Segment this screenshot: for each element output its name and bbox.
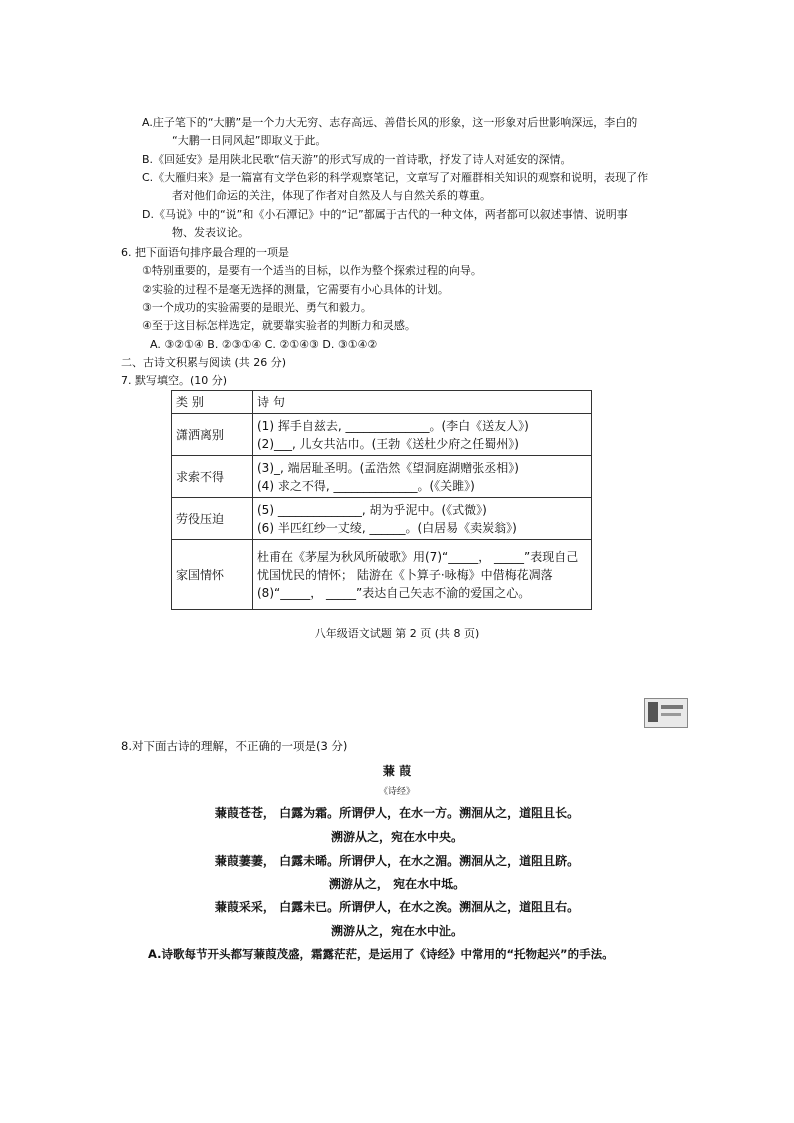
table-row-line: (6) 半匹红纱一丈绫, ______。(白居易《卖炭翁》)	[257, 520, 517, 535]
table-row-paragraph: 杜甫在《茅屋为秋风所破歌》用(7)“_____， _____”表现自己忧国忧民的情怀； 陆游在《卜算子·咏梅》中借梅花凋落 (8)“_____， _____”表达自己矢志不渝的爱国之心。	[253, 540, 592, 610]
poem-line: 蒹葭采采， 白露未已。所谓伊人，在水之涘。溯洄从之，道阻且右。	[214, 900, 580, 914]
table-row-line: (5) ______________, 胡为乎泥中。(《式微》)	[257, 502, 487, 517]
q5-option-b: B.《回延安》是用陕北民歌“信天游”的形式写成的一首诗歌，抒发了诗人对延安的深情。	[142, 153, 572, 166]
table-header-category: 类 别	[172, 391, 253, 414]
qr-code-image	[644, 698, 688, 728]
table-row-category: 劳役压迫	[172, 498, 253, 540]
poem-line: 溯游从之， 宛在水中坻。	[328, 877, 466, 891]
q8-option-a: A.诗歌每节开头都写蒹葭茂盛，霜露茫茫，是运用了《诗经》中常用的“托物起兴”的手法。	[148, 947, 614, 961]
q6-sentence-1: ①特别重要的，是要有一个适当的目标，以作为整个探索过程的向导。	[142, 264, 482, 277]
q8-title: 8.对下面古诗的理解，不正确的一项是(3 分)	[121, 739, 348, 753]
table-row	[172, 414, 592, 456]
poem-line: 溯游从之，宛在水中央。	[330, 830, 463, 844]
table-row-category: 家国情怀	[172, 540, 253, 610]
table-row	[172, 540, 592, 610]
q5-option-a-line2: “大鹏一日同风起”即取义于此。	[172, 134, 327, 147]
q6-title: 6. 把下面语句排序最合理的一项是	[121, 246, 289, 259]
q7-title: 7. 默写填空。(10 分)	[121, 374, 228, 387]
table-row-line: (4) 求之不得, ______________。(《关雎》)	[257, 478, 475, 493]
poem-title: 蒹 葭	[382, 764, 412, 778]
section-heading: 二、古诗文积累与阅读 (共 26 分)	[121, 356, 287, 369]
q5-option-c-line1: C.《大雁归来》是一篇富有文学色彩的科学观察笔记，文章写了对雁群相关知识的观察和说明，表现了作	[142, 171, 649, 184]
q5-option-a-line1: A.庄子笔下的“大鹏”是一个力大无穷、志存高远、善借长风的形象，这一形象对后世影响深远，李白的	[142, 116, 638, 129]
table-row-category: 潇洒离别	[172, 414, 253, 456]
page-footer: 八年级语文试题 第 2 页 (共 8 页)	[314, 627, 480, 640]
poem-source: 《诗经》	[378, 787, 415, 797]
poem-line: 蒹葭萋萋， 白露未晞。所谓伊人，在水之湄。溯洄从之，道阻且跻。	[214, 854, 580, 868]
q5-option-d-line2: 物、发表议论。	[172, 226, 249, 239]
table-row-category: 求索不得	[172, 456, 253, 498]
q6-choices: A. ③②①④ B. ②③①④ C. ②①④③ D. ③①④②	[150, 338, 378, 351]
q5-option-d-line1: D.《马说》中的“说”和《小石潭记》中的“记”都属于古代的一种文体，两者都可以叙述事情、说明事	[142, 208, 628, 221]
table-header-row	[172, 391, 592, 414]
q6-sentence-3: ③一个成功的实验需要的是眼光、勇气和毅力。	[142, 301, 372, 314]
poem-line: 蒹葭苍苍， 白露为霜。所谓伊人，在水一方。溯洄从之，道阻且长。	[214, 806, 580, 820]
table-row-line: (1) 挥手自兹去, ______________。(李白《送友人》)	[257, 418, 529, 433]
table-row	[172, 456, 592, 498]
table-row-line: (2)___, 儿女共沾巾。(王勃《送杜少府之任蜀州》)	[257, 436, 519, 451]
poem-line: 溯游从之，宛在水中沚。	[330, 924, 463, 938]
poem-fill-table	[171, 390, 592, 610]
q6-sentence-2: ②实验的过程不是毫无选择的测量，它需要有小心具体的计划。	[142, 283, 449, 296]
q5-option-c-line2: 者对他们命运的关注，体现了作者对自然及人与自然关系的尊重。	[172, 189, 491, 202]
table-header-poem: 诗 句	[253, 391, 592, 414]
q6-sentence-4: ④至于这目标怎样选定，就要靠实验者的判断力和灵感。	[142, 319, 416, 332]
table-row	[172, 498, 592, 540]
table-row-line: (3)_, 端居耻圣明。(孟浩然《望洞庭湖赠张丞相》)	[257, 460, 519, 475]
